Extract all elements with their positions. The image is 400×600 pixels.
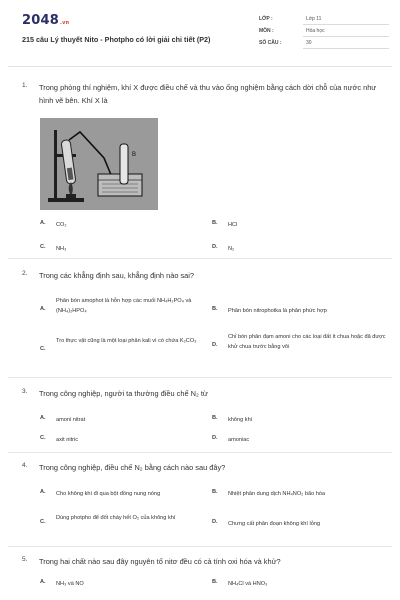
question-text: Trong phòng thí nghiệm, khí X được điều chế và thu vào ống nghiệm bằng cách dời chỗ của nước như hình vẽ bên. Khí X là — [39, 83, 377, 105]
option-letter: A. — [40, 220, 46, 226]
logo-text: 2048 — [22, 13, 59, 28]
meta-value: 30 — [306, 40, 312, 46]
option-letter: C. — [40, 346, 46, 352]
option-letter: D. — [212, 519, 218, 525]
option-text: Nhiệt phân dung dịch NH₄NO₂ bão hòa — [228, 491, 326, 497]
option-text: HCl — [228, 222, 238, 228]
option-letter: A. — [40, 579, 46, 585]
option-letter: D. — [212, 435, 218, 441]
meta-key: SỐ CÂU : — [259, 40, 282, 46]
option-text: Cho không khí đi qua bột đồng nung nóng — [56, 491, 161, 497]
option-text: NH₄Cl và HNO₃ — [228, 581, 268, 587]
option-letter: C. — [40, 244, 46, 250]
option-text: NH₃ và NO — [56, 581, 84, 587]
option-letter: B. — [212, 220, 218, 226]
option-letter: A. — [40, 306, 46, 312]
meta-underline — [303, 48, 389, 49]
option-text: Dùng photpho để đốt cháy hết O₂ của không khí — [56, 515, 176, 521]
meta-key: MÔN : — [259, 28, 274, 34]
option-text: không khí — [228, 417, 253, 423]
question-4 — [22, 462, 378, 542]
apparatus-figure — [40, 118, 158, 210]
meta-row-count — [259, 39, 389, 51]
site-logo[interactable] — [22, 13, 69, 28]
meta-row-subject — [259, 27, 389, 39]
option-letter: B. — [212, 579, 218, 585]
option-letter: C. — [40, 519, 46, 525]
question-text: Trong hai chất nào sau đây nguyên tố nitơ đều có cả tính oxi hóa và khử? — [39, 557, 281, 566]
question-divider — [8, 546, 392, 547]
question-divider — [8, 377, 392, 378]
option-text: Tro thực vật cũng là một loại phân kali vì có chứa K₂CO₃ — [56, 338, 197, 344]
document-title: 215 câu Lý thuyết Nito - Photpho có lời giải chi tiết (P2) — [22, 35, 211, 44]
option-text: axit nitric — [56, 437, 79, 443]
question-2 — [22, 270, 386, 380]
logo-suffix: .vn — [59, 20, 70, 26]
option-text: Chưng cất phân đoạn không khí lỏng — [228, 521, 321, 527]
meta-underline — [303, 36, 389, 37]
meta-value: Lớp 11 — [306, 16, 322, 22]
option-text: amoniac — [228, 437, 250, 443]
question-3 — [22, 388, 378, 448]
question-5 — [22, 556, 378, 596]
option-letter: D. — [212, 342, 218, 348]
meta-value: Hóa học — [306, 28, 325, 34]
document-header — [22, 12, 378, 58]
option-text: NH₃ — [56, 246, 67, 252]
option-letter: D. — [212, 244, 218, 250]
question-text: Trong công nghiệp, điều chế N₂ bằng cách nào sau đây? — [39, 463, 226, 472]
question-number: 2. — [22, 270, 28, 277]
header-divider — [8, 66, 392, 67]
meta-key: LỚP : — [259, 16, 273, 22]
question-divider — [8, 258, 392, 259]
option-text: Chỉ bón phân đạm amoni cho các loại đất ít chua hoặc đã được khử chua trước bằng vôi — [228, 334, 386, 350]
question-number: 5. — [22, 556, 28, 563]
question-number: 1. — [22, 82, 28, 89]
question-divider — [8, 452, 392, 453]
option-text: Phân bón nitrophotka là phân phức hợp — [228, 308, 327, 314]
option-text: amoni nitrat — [56, 417, 86, 423]
meta-row-class — [259, 15, 389, 27]
option-letter: B. — [212, 306, 218, 312]
option-letter: B. — [212, 489, 218, 495]
meta-underline — [303, 24, 389, 25]
option-text: Phân bón amophot là hỗn hợp các muối NH₄H₂PO₄ và (NH₄)₂HPO₄ — [56, 298, 192, 314]
gas-collection-diagram — [40, 118, 158, 210]
option-text: N₂ — [228, 246, 235, 252]
question-text: Trong các khẳng định sau, khẳng định nào sai? — [39, 271, 195, 280]
question-number: 4. — [22, 462, 28, 469]
question-text: Trong công nghiệp, người ta thường điều chế N₂ từ — [39, 389, 208, 398]
question-number: 3. — [22, 388, 28, 395]
meta-box — [259, 15, 389, 51]
option-text: CO₂ — [56, 222, 67, 228]
option-letter: B. — [212, 415, 218, 421]
option-letter: A. — [40, 489, 46, 495]
figure-label: B — [132, 152, 137, 158]
option-letter: C. — [40, 435, 46, 441]
option-letter: A. — [40, 415, 46, 421]
